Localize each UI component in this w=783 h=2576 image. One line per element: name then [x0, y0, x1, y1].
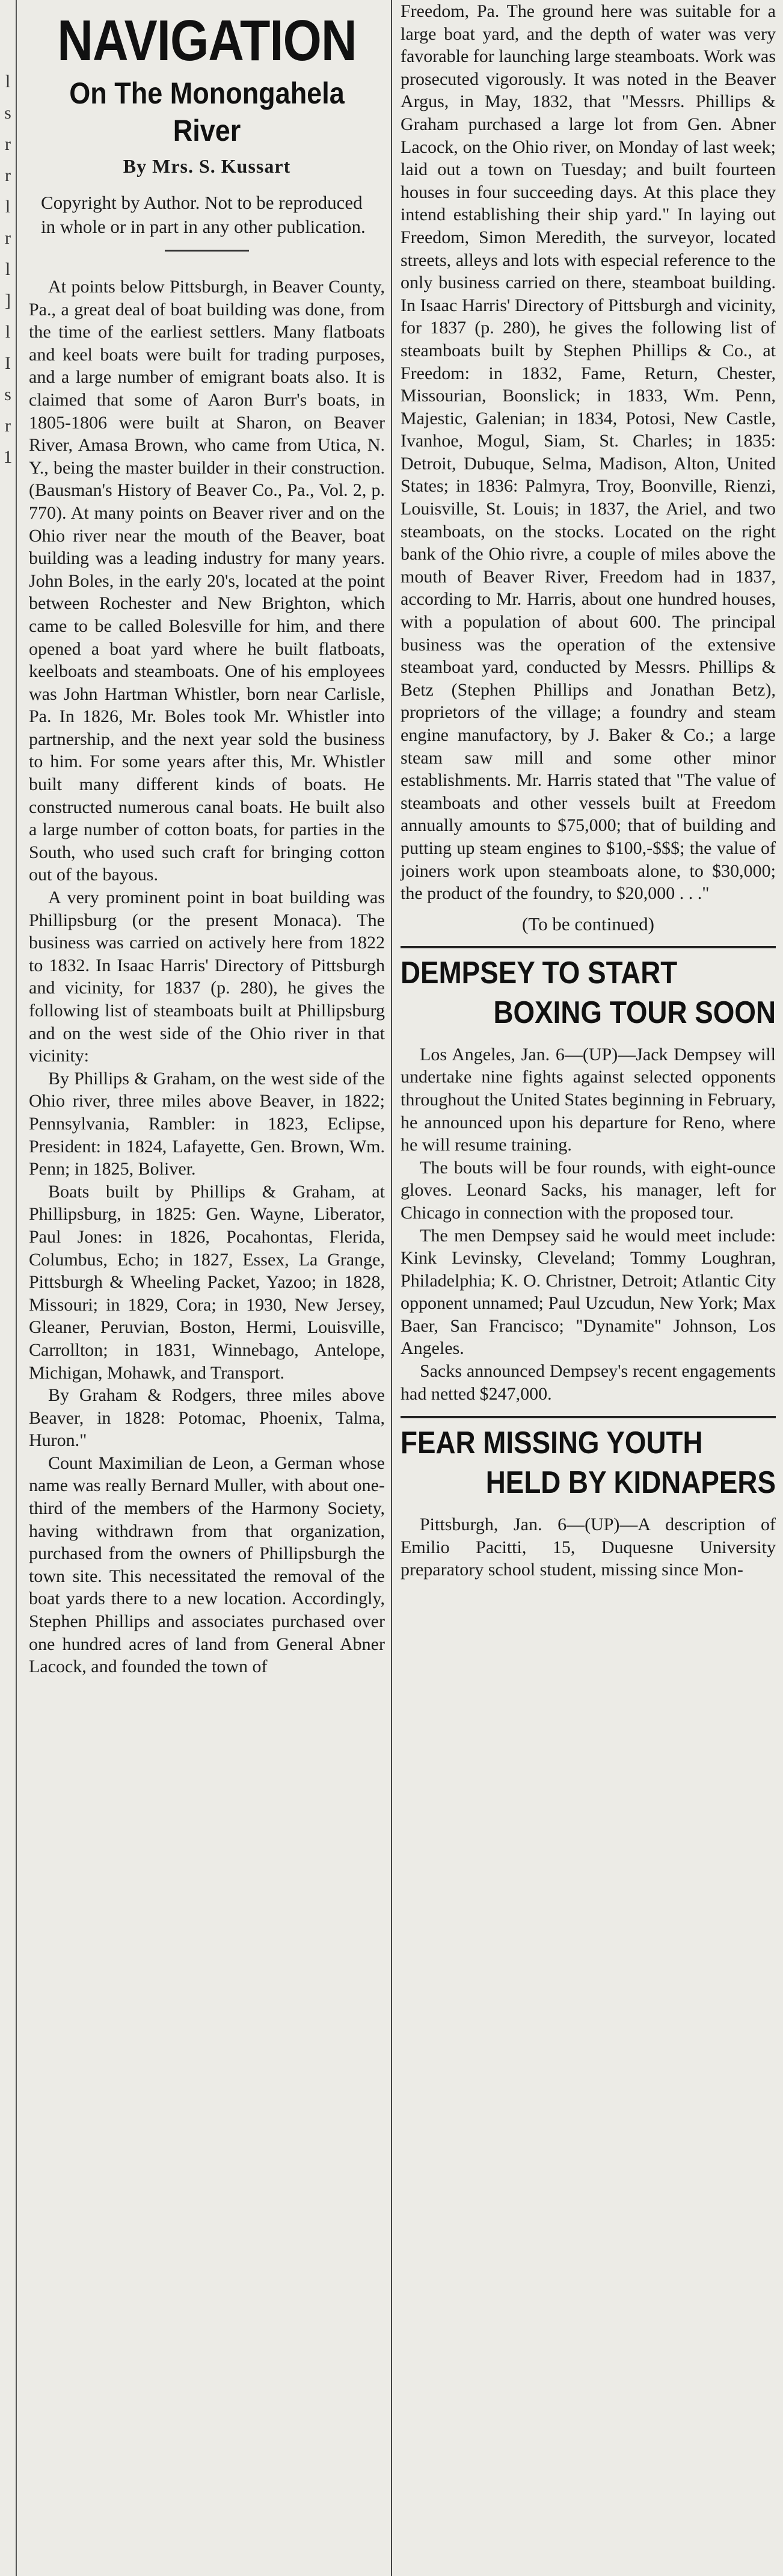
left-gutter-fragments [0, 0, 17, 2576]
gutter-mark: ] [5, 291, 11, 310]
body-paragraph: Count Maximilian de Leon, a German whose name was really Bernard Muller, with about one-third of the members of the Harmony Society, having withdrawn from that organization, purchased from the owners of Phillipsburgh the town site. This necessitated the removal of the boat yards there to a new location. Accordingly, Stephen Phillips and associates purchased over one hundred acres of land from General Abner Lacock, and founded the town of [29, 1453, 385, 1677]
byline: By Mrs. S. Kussart [123, 155, 291, 177]
article-divider [401, 1416, 776, 1418]
gutter-mark: l [5, 197, 11, 217]
body-paragraph: The men Dempsey said he would meet include: Kink Levinsky, Cleveland; Tommy Loughran, Philadelphia; K. O. Christner, Detroit; Atlantic City opponent unnamed; Paul Uzcudun, New York; Max Baer, San Francisco; "Dynamite" Johnson, Los Angeles. [401, 1225, 776, 1359]
copyright-notice: Copyright by Author. Not to be reproduced in whole or in part in any other publication. [41, 192, 366, 237]
article-title: NAVIGATION [57, 8, 357, 73]
section-divider [165, 250, 249, 252]
gutter-mark: r [5, 228, 11, 248]
gutter-mark: r [5, 165, 11, 185]
kidnap-headline-line-2: HELD BY KIDNAPERS [485, 1465, 776, 1501]
right-column [392, 0, 783, 2576]
article-divider [401, 946, 776, 948]
body-paragraph: By Graham & Rodgers, three miles above Beaver, in 1828: Potomac, Phoenix, Talma, Huron." [29, 1385, 385, 1451]
body-paragraph: Boats built by Phillips & Graham, at Phillipsburg, in 1825: Gen. Wayne, Liberator, Paul Jones: in 1826, Pocahontas, Flerida, Columbus, Echo; in 1827, Essex, La Grange, Pittsburgh & Wheeling Packet, Yazoo; in 1828, Missouri; in 1829, Cora; in 1930, New Jersey, Gleaner, Peruvian, Boston, Hermi, Louisville, Carrollton; in 1831, Winnebago, Antelope, Michigan, Mohawk, and Transport. [29, 1181, 385, 1383]
continued-note: (To be continued) [522, 913, 654, 934]
gutter-mark: s [4, 385, 11, 404]
dempsey-headline-line-2: BOXING TOUR SOON [493, 995, 776, 1030]
gutter-mark: r [5, 134, 11, 154]
body-paragraph: The bouts will be four rounds, with eight-ounce gloves. Leonard Sacks, his manager, left for Chicago in connection with the proposed tour. [401, 1157, 776, 1223]
gutter-mark: I [5, 353, 11, 373]
dempsey-headline-line-1: DEMPSEY TO START [401, 955, 678, 990]
gutter-mark: 1 [3, 447, 13, 467]
body-paragraph: At points below Pittsburgh, in Beaver County, Pa., a great deal of boat building was done, from the time of the earliest settlers. Many flatboats and keel boats were built for trading purposes, and a large number of emigrant boats also. It is claimed that some of Aaron Burr's boats, in 1805-1806 were built at Sharon, on Beaver River, Amasa Brown, who came from Utica, N. Y., being the master builder in their construction. (Bausman's History of Beaver Co., Pa., Vol. 2, p. 770). At many points on Beaver river and on the Ohio river near the mouth of the Beaver, boat building was a leading industry for many years. John Boles, in the early 20's, located at the point between Rochester and New Brighton, which came to be called Bolesville for him, and there opened a boat yard where he built flatboats, keelboats and steamboats. One of his employees was John Hartman Whistler, born near Carlisle, Pa. In 1826, Mr. Boles took Mr. Whistler into partnership, and the next year sold the business to him. For some years after this, Mr. Whistler built many different kinds of boats. He constructed numerous canal boats. He built also a large number of cotton boats, for parties in the South, who used such craft for bringing cotton out of the bayous. [29, 277, 385, 885]
body-paragraph-continued: Freedom, Pa. The ground here was suitable for a large boat yard, and the depth of water was very favorable for launching large steamboats. Work was prosecuted vigorously. It was noted in the Beaver Argus, in May, 1832, that "Messrs. Phillips & Graham purchased a large lot from Gen. Abner Lacock, on the Ohio river, on Monday of last week; laid out a town on Tuesday; and built fourteen houses in four succeeding days. At this place they intend establishing their ship yard." In laying out Freedom, Simon Meredith, the surveyor, located streets, alleys and lots with especial reference to the only business carried on there, steamboat building. In Isaac Harris' Directory of Pittsburgh and vicinity, for 1837 (p. 280), he gives the following list of steamboats built by Stephen Phillips & Co., at Freedom: in 1832, Fame, Return, Chester, Missourian, Boonslick; in 1833, Wm. Penn, Majestic, Galenian; in 1834, Potosi, New Castle, Ivanhoe, Mogul, Siam, St. Charles; in 1835: Detroit, Dubuque, Selma, Madison, Alton, United States; in 1836: Palmyra, Troy, Boonville, Rienzi, Louisville, St. Louis; in 1837, the Ariel, and two steamboats, on the stocks. Located on the right bank of the Ohio rivre, a couple of miles above the mouth of Beaver River, Freedom had in 1837, according to Mr. Harris, about one hundred houses, with a population of about 600. The principal business was the operation of the extensive steamboat yard, conducted by Messrs. Phillips & Betz (Stephen Phillips and Jonathan Betz), proprietors of the village; a foundry and steam engine manufactory, by J. Baker & Co.; a large steam saw mill and some other minor establishments. Mr. Harris stated that "The value of steamboats and other vessels built at Freedom annually amounts to $75,000; that of building and putting up steam engines to $100,-$$$; the value of joiners work upon steamboats alone, to $30,000; the product of the foundry, to $20,000 . . ." [401, 1, 776, 904]
article-subtitle: On The Monongahela River [69, 76, 345, 147]
gutter-mark: s [4, 103, 11, 123]
gutter-mark: r [5, 416, 11, 436]
gutter-mark: l [5, 259, 11, 279]
gutter-mark: l [5, 322, 11, 342]
body-paragraph: Los Angeles, Jan. 6—(UP)—Jack Dempsey will undertake nine fights against selected opponents throughout the United States beginning in February, he announced upon his departure for Reno, where he will resume training. [401, 1044, 776, 1155]
gutter-mark: l [5, 72, 11, 91]
left-column [20, 0, 392, 2576]
body-paragraph: By Phillips & Graham, on the west side of the Ohio river, three miles above Beaver, in 1822; Pennsylvania, Rambler: in 1823, Eclipse, President: in 1824, Lafayette, Gen. Brown, Wm. Penn; in 1825, Boliver. [29, 1068, 385, 1179]
kidnap-headline-line-1: FEAR MISSING YOUTH [401, 1425, 703, 1461]
body-paragraph: A very prominent point in boat building was Phillipsburg (or the present Monaca). The business was carried on actively here from 1822 to 1832. In Isaac Harris' Directory of Pittsburgh and vicinity, for 1837 (p. 280), he gives the following list of steamboats built at Phillipsburg and on the west side of the Ohio river in that vicinity: [29, 888, 385, 1066]
body-paragraph: Sacks announced Dempsey's recent engagements had netted $247,000. [401, 1361, 776, 1404]
body-paragraph: Pittsburgh, Jan. 6—(UP)—A description of Emilio Pacitti, 15, Duquesne University preparatory school student, missing since Mon- [401, 1515, 776, 1580]
